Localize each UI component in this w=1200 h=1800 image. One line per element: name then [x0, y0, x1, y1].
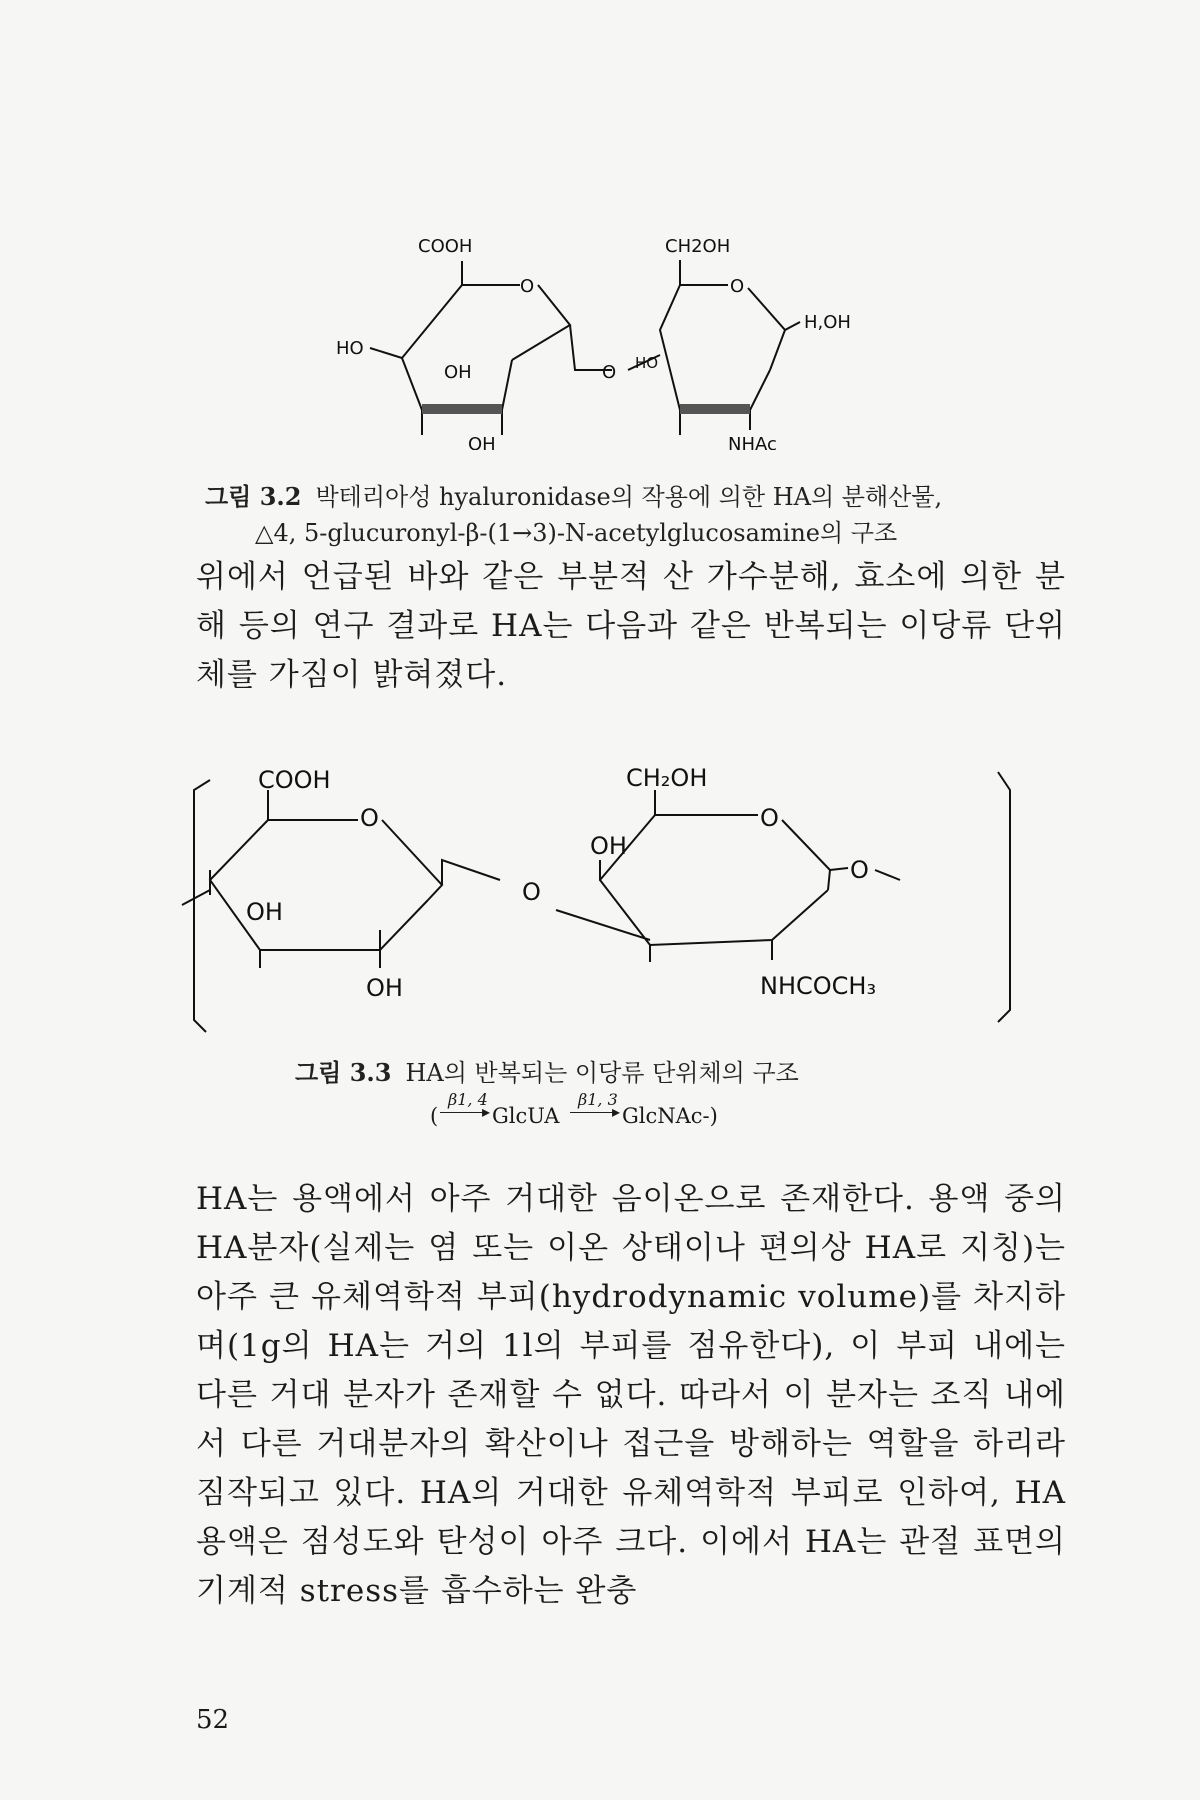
- oh-right-label: OH: [590, 832, 627, 860]
- link-oxygen-label: O: [850, 856, 869, 884]
- bridge-oxygen-label: O: [522, 878, 541, 906]
- h-oh-label: H,OH: [804, 312, 851, 333]
- figure-3-3-label: 그림 3.3: [295, 1058, 392, 1087]
- figure-3-2-caption-2: [255, 516, 897, 550]
- cooh-label: COOH: [258, 766, 331, 794]
- ring-oxygen-label: O: [360, 804, 379, 832]
- beta-1-4-arrow: β1, 4 ▸: [440, 1090, 490, 1130]
- oh-left-label: OH: [246, 898, 283, 926]
- bridge-oxygen-label: O: [602, 362, 617, 383]
- nhac-label: NHAc: [728, 434, 777, 450]
- arrow-label: β1, 3: [578, 1090, 618, 1109]
- paragraph-2: HA는 용액에서 아주 거대한 음이온으로 존재한다. 용액 중의 HA분자(실제는 염 또는 이온 상태이나 편의상 HA로 지칭)는 아주 큰 유체역학적 부피(hydrodynamic volume)를 차지하며(1g의 HA는 거의 1l의 부피를 점유한다), 이 부피 내에는 다른 거대 분자가 존재할 수 없다. 따라서 이 분자는 조직 내에서 다른 거대분자의 확산이나 접근을 방해하는 역할을 하리라 짐작되고 있다. HA의 거대한 유체역학적 부피로 인하여, HA용액은 점성도와 탄성이 아주 크다. 이에서 HA는 관절 표면의 기계적 stress를 흡수하는 완충: [196, 1181, 1066, 1609]
- ring-oxygen-label: O: [760, 804, 779, 832]
- figure-3-2-structure: [330, 230, 890, 450]
- sequence-open-paren: (: [430, 1104, 439, 1128]
- ring-oxygen-label: O: [520, 276, 535, 297]
- ch2oh-label: CH2OH: [665, 236, 731, 257]
- figure-3-2-caption: [205, 480, 942, 514]
- linkage-sequence: [430, 1090, 850, 1150]
- ring-oxygen-label: O: [730, 276, 745, 297]
- ho-label: HO: [336, 338, 364, 359]
- figure-3-2-caption-line1: 박테리아성 hyaluronidase의 작용에 의한 HA의 분해산물,: [315, 483, 943, 511]
- cooh-label: COOH: [418, 236, 473, 257]
- glcnac-unit: GlcNAc-): [622, 1104, 718, 1128]
- nhcoch3-label: NHCOCH₃: [760, 972, 877, 1000]
- glcua-unit: GlcUA: [492, 1104, 560, 1128]
- arrow-label: β1, 4: [448, 1090, 488, 1109]
- beta-1-3-arrow: β1, 3 ▸: [570, 1090, 620, 1130]
- oh-bottom-label: OH: [366, 974, 403, 1002]
- page-number: 52: [196, 1705, 230, 1735]
- figure-3-3-caption: [295, 1056, 799, 1090]
- ch2oh-label: CH₂OH: [626, 764, 708, 792]
- paragraph-1: 위에서 언급된 바와 같은 부분적 산 가수분해, 효소에 의한 분해 등의 연구 결과로 HA는 다음과 같은 반복되는 이당류 단위체를 가짐이 밝혀졌다.: [196, 559, 1066, 693]
- figure-3-2-label: 그림 3.2: [205, 482, 302, 511]
- oh-bottom-label: OH: [468, 434, 496, 450]
- figure-3-3-structure: [180, 750, 1040, 1040]
- oh-inner-label: OH: [444, 362, 472, 383]
- figure-3-3-caption-text: HA의 반복되는 이당류 단위체의 구조: [405, 1059, 799, 1087]
- figure-3-2-caption-line2: △4, 5-glucuronyl-β-(1→3)-N-acetylglucosamine의 구조: [255, 519, 898, 547]
- ho-right-label: HO: [635, 354, 659, 372]
